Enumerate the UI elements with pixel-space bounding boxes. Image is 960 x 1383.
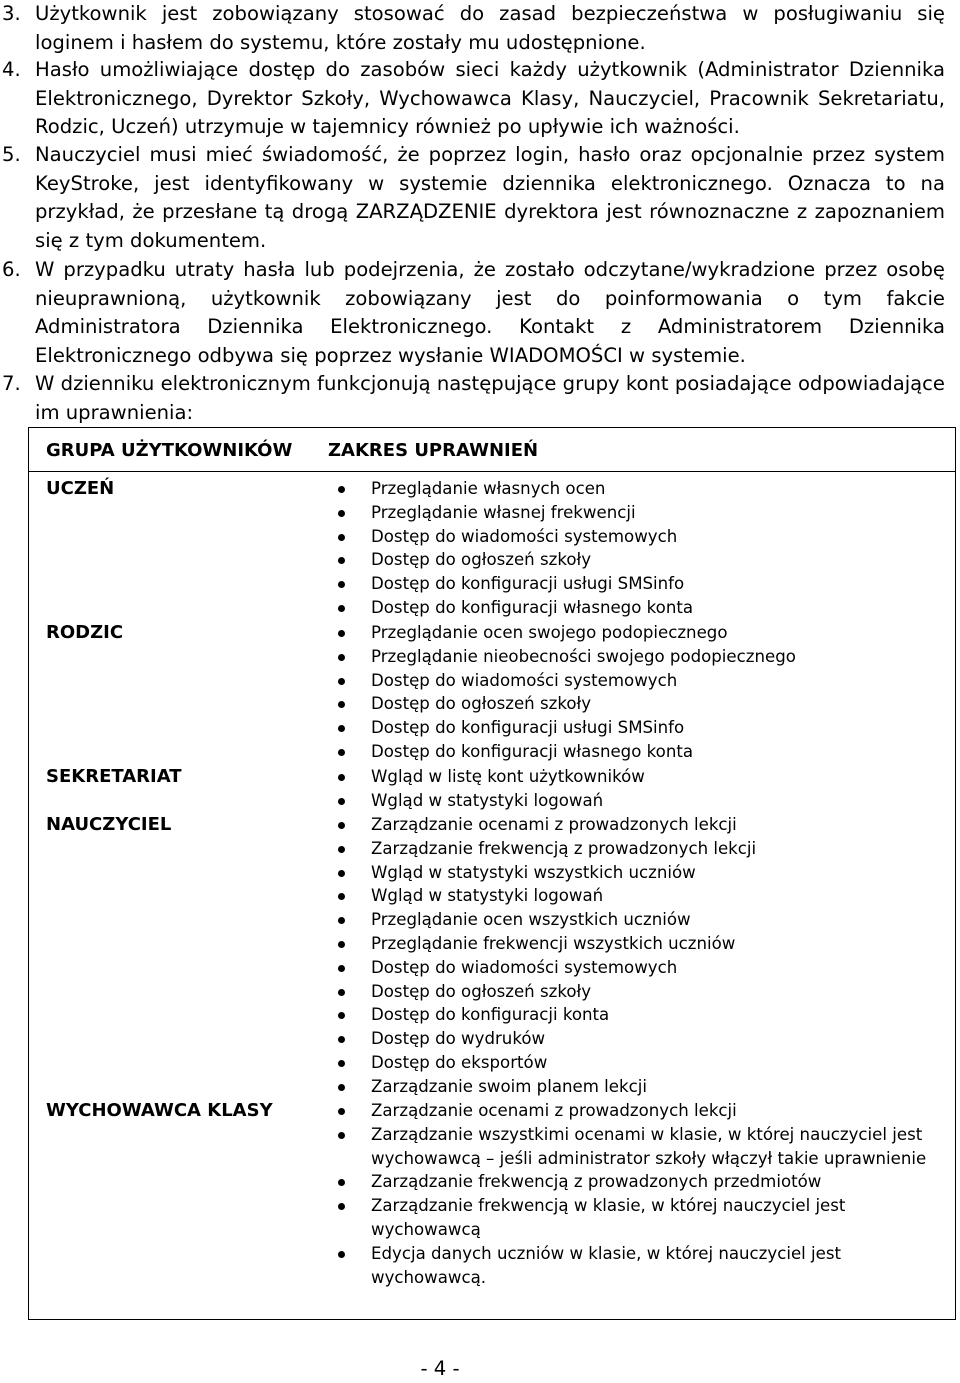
permission-item [371, 669, 951, 693]
permission-text: Dostęp do wiadomości systemowych [371, 526, 678, 546]
group-name: RODZIC [46, 622, 124, 643]
permission-item [371, 956, 951, 980]
permission-text: Przeglądanie ocen wszystkich uczniów [371, 910, 691, 930]
permission-text: Przeglądanie frekwencji wszystkich uczniów [371, 933, 736, 953]
permission-text: Dostęp do konfiguracji własnego konta [371, 741, 694, 761]
permission-text: Edycja danych uczniów w klasie, w której nauczyciel jest wychowawcą. [371, 1243, 842, 1287]
permission-text: Wgląd w statystyki logowań [371, 886, 604, 906]
bullet-icon [338, 1251, 345, 1258]
page-number: - 4 - [420, 1357, 460, 1380]
permission-item [371, 765, 951, 789]
permission-list [371, 813, 951, 1099]
bullet-icon [338, 1084, 345, 1091]
paragraph-text: Użytkownik jest zobowiązany stosować do zasad bezpieczeństwa w posługiwaniu się loginem i hasłem do systemu, które zostały mu udostępnione. [35, 2, 945, 54]
bullet-icon [338, 870, 345, 877]
permission-item [371, 716, 951, 740]
permission-item [371, 645, 951, 669]
bullet-icon [338, 798, 345, 805]
paragraph-5 [0, 141, 945, 255]
permission-text: Wgląd w listę kont użytkowników [371, 767, 645, 786]
permission-item [371, 980, 951, 1004]
permission-item [371, 884, 951, 908]
permission-list [371, 765, 951, 813]
permission-item [371, 1003, 951, 1027]
permission-list [371, 621, 951, 764]
permission-item [371, 572, 951, 596]
bullet-icon [338, 678, 345, 685]
permission-item [371, 932, 951, 956]
bullet-icon [338, 654, 345, 661]
permission-item [371, 908, 951, 932]
group-name: NAUCZYCIEL [46, 814, 172, 835]
bullet-icon [338, 1036, 345, 1043]
paragraph-number: 5. [2, 143, 21, 166]
bullet-icon [338, 557, 345, 564]
permission-item [371, 1075, 951, 1099]
bullet-icon [338, 822, 345, 829]
permission-item [371, 861, 951, 885]
permission-item [371, 740, 951, 764]
bullet-icon [338, 605, 345, 612]
permission-item [371, 692, 951, 716]
permission-text: Zarządzanie wszystkimi ocenami w klasie, w której nauczyciel jest wychowawcą – jeśli administrator szkoły włączył takie uprawnienie [371, 1124, 927, 1168]
permission-item [371, 477, 951, 501]
bullet-icon [338, 893, 345, 900]
permission-item [371, 837, 951, 861]
permission-text: Przeglądanie nieobecności swojego podopiecznego [371, 646, 796, 666]
permission-item [371, 1194, 951, 1242]
bullet-icon [338, 989, 345, 996]
permission-list [371, 1099, 951, 1289]
paragraph-text: W dzienniku elektronicznym funkcjonują następujące grupy kont posiadające odpowiadające im uprawnienia: [35, 372, 945, 424]
permission-text: Dostęp do konfiguracji konta [371, 1005, 610, 1025]
header-user-group: GRUPA UŻYTKOWNIKÓW [46, 440, 293, 461]
permission-text: Zarządzanie frekwencją w klasie, w której nauczyciel jest wychowawcą [371, 1196, 846, 1239]
permission-item [371, 1027, 951, 1051]
paragraph-7 [0, 370, 945, 427]
permission-text: Przeglądanie ocen swojego podopiecznego [371, 623, 728, 642]
permission-text: Dostęp do ogłoszeń szkoły [371, 694, 592, 714]
bullet-icon [338, 846, 345, 853]
permission-text: Zarządzanie swoim planem lekcji [371, 1076, 647, 1096]
permission-item [371, 789, 951, 813]
paragraph-number: 3. [2, 2, 21, 25]
paragraph-6 [0, 256, 945, 370]
bullet-icon [338, 1108, 345, 1115]
bullet-icon [338, 941, 345, 948]
bullet-icon [338, 965, 345, 972]
permission-text: Dostęp do wydruków [371, 1029, 546, 1049]
bullet-icon [338, 701, 345, 708]
permission-item [371, 596, 951, 620]
permission-text: Zarządzanie frekwencją z prowadzonych lekcji [371, 838, 757, 858]
bullet-icon [338, 486, 345, 493]
permission-item [371, 1123, 951, 1171]
permission-text: Dostęp do ogłoszeń szkoły [371, 550, 592, 570]
paragraph-4 [0, 56, 945, 142]
permission-text: Dostęp do wiadomości systemowych [371, 670, 678, 690]
bullet-icon [338, 1012, 345, 1019]
paragraph-text: W przypadku utraty hasła lub podejrzenia, że zostało odczytane/wykradzione przez osobę nieuprawnioną, użytkownik zobowiązany jest do poinformowania o tym fakcie Administratora Dziennika Elektronicznego. Kontakt z Administratorem Dziennika Elektronicznego odbywa się poprzez wysłanie WIADOMOŚCI w systemie. [35, 258, 945, 367]
group-name: SEKRETARIAT [46, 766, 182, 787]
header-permissions-scope: ZAKRES UPRAWNIEŃ [328, 440, 539, 461]
bullet-icon [338, 1203, 345, 1210]
bullet-icon [338, 749, 345, 756]
bullet-icon [338, 1179, 345, 1186]
permission-list [371, 477, 951, 620]
permission-text: Dostęp do konfiguracji usługi SMSinfo [371, 574, 685, 594]
permission-item [371, 1051, 951, 1075]
permission-text: Przeglądanie własnych ocen [371, 479, 606, 498]
bullet-icon [338, 510, 345, 517]
bullet-icon [338, 630, 345, 637]
permission-text: Zarządzanie ocenami z prowadzonych lekcji [371, 1101, 737, 1120]
permission-item [371, 525, 951, 549]
bullet-icon [338, 581, 345, 588]
permission-text: Wgląd w statystyki wszystkich uczniów [371, 862, 696, 882]
bullet-icon [338, 917, 345, 924]
permission-item [371, 1099, 951, 1123]
table-header-row [29, 428, 955, 472]
permission-text: Dostęp do konfiguracji usługi SMSinfo [371, 718, 685, 738]
permissions-table [28, 427, 956, 1320]
paragraph-number: 4. [2, 58, 21, 81]
permission-item [371, 813, 951, 837]
group-name: UCZEŃ [46, 478, 115, 499]
permission-item [371, 621, 951, 645]
permission-item [371, 501, 951, 525]
paragraph-3 [0, 0, 945, 57]
paragraph-text: Nauczyciel musi mieć świadomość, że poprzez login, hasło oraz opcjonalnie przez system KeyStroke, jest identyfikowany w systemie dziennika elektronicznego. Oznacza to na przykład, że przesłane tą drogą ZARZĄDZENIE dyrektora jest równoznaczne z zapoznaniem się z tym dokumentem. [35, 143, 945, 252]
permission-item [371, 1242, 951, 1290]
bullet-icon [338, 774, 345, 781]
paragraph-number: 7. [2, 372, 21, 395]
bullet-icon [338, 1060, 345, 1067]
permission-text: Dostęp do ogłoszeń szkoły [371, 981, 592, 1001]
permission-text: Dostęp do konfiguracji własnego konta [371, 597, 694, 617]
group-name: WYCHOWAWCA KLASY [46, 1100, 273, 1121]
permission-text: Dostęp do wiadomości systemowych [371, 957, 678, 977]
permission-text: Zarządzanie frekwencją z prowadzonych przedmiotów [371, 1172, 822, 1192]
bullet-icon [338, 725, 345, 732]
permission-item [371, 1170, 951, 1194]
paragraph-number: 6. [2, 258, 21, 281]
permission-text: Zarządzanie ocenami z prowadzonych lekcji [371, 815, 737, 834]
permission-text: Dostęp do eksportów [371, 1052, 548, 1072]
permission-item [371, 548, 951, 572]
permission-text: Przeglądanie własnej frekwencji [371, 502, 636, 522]
bullet-icon [338, 1132, 345, 1139]
bullet-icon [338, 534, 345, 541]
paragraph-text: Hasło umożliwiające dostęp do zasobów sieci każdy użytkownik (Administrator Dziennika Elektronicznego, Dyrektor Szkoły, Wychowawca Klasy, Nauczyciel, Pracownik Sekretariatu, Rodzic, Uczeń) utrzymuje w tajemnicy również po upływie ich ważności. [35, 58, 945, 138]
permission-text: Wgląd w statystyki logowań [371, 790, 604, 810]
